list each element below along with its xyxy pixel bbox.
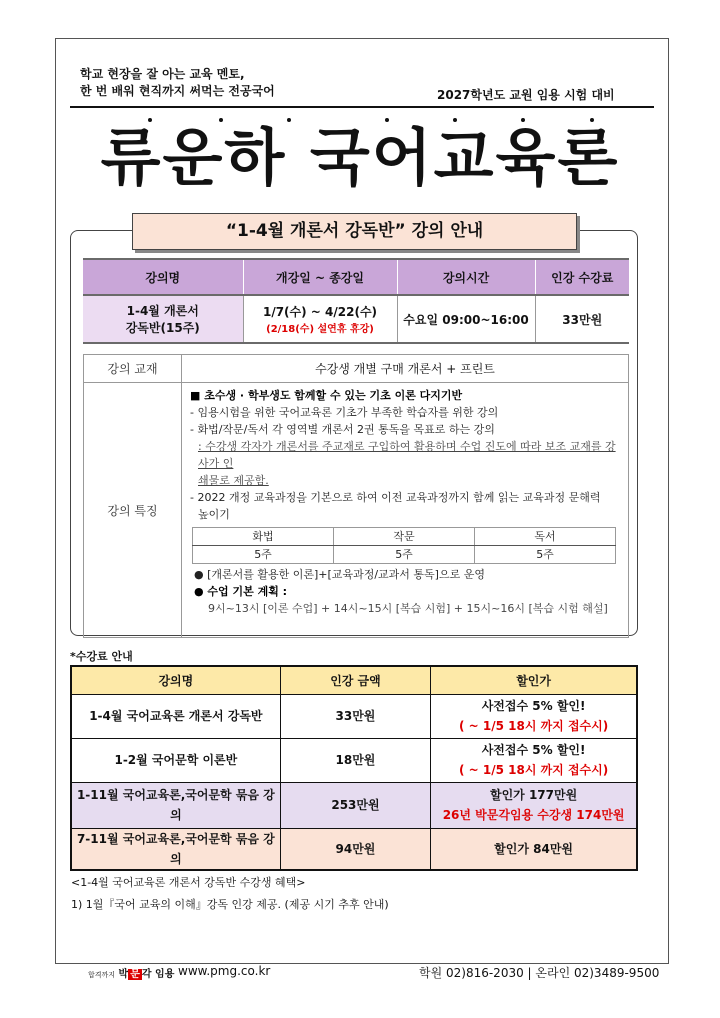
- main-title: 류운하 국어교육론: [100, 121, 620, 194]
- plan-title: ● 수업 기본 계획 :: [194, 585, 288, 598]
- schedule-header-speech: 화법: [193, 528, 334, 546]
- schedule-header-writing: 작문: [334, 528, 475, 546]
- schedule-value-reading: 5주: [475, 546, 616, 564]
- course-detail-table: [83, 354, 629, 638]
- fee-header-name: 강의명: [71, 666, 280, 694]
- benefit-item: 1) 1월『국어 교육의 이해』강독 인강 제공. (제공 시기 추후 안내): [71, 898, 389, 911]
- period-cell: [243, 295, 397, 343]
- course-name-cell: [83, 295, 243, 343]
- benefits-title: <1-4월 국어교육론 개론서 강독반 수강생 혜택>: [71, 876, 306, 889]
- plan-detail: 9시~13시 [이론 수업] + 14시~15시 [복습 시험] + 15시~16시 [복습 시험 해설]: [208, 602, 608, 615]
- discount-condition: 26년 박문각임용 수강생 174만원: [442, 808, 625, 822]
- feature-note: 쇄물로 제공함.: [198, 474, 269, 487]
- fee-discount: [431, 694, 637, 738]
- col-header-course-name: 강의명: [83, 259, 243, 295]
- course-banner: “1-4월 개론서 강독반” 강의 안내: [132, 213, 577, 250]
- discount-line: 할인가 177만원: [490, 788, 578, 802]
- logo-suffix: 임용: [155, 969, 175, 980]
- fee-table: [70, 665, 638, 871]
- feature-item-continued: 높이기: [198, 508, 230, 521]
- schedule-header-reading: 독서: [475, 528, 616, 546]
- fee-price: 18만원: [280, 738, 430, 782]
- fee-course-name: 7-11월 국어교육론,국어문학 묶음 강의: [71, 828, 280, 870]
- table-row: [71, 782, 637, 828]
- col-header-period: 개강일 ~ 종강일: [243, 259, 397, 295]
- brand-logo: [88, 965, 174, 980]
- discount-condition: ( ~ 1/5 18시 까지 접수시): [458, 763, 609, 777]
- exam-tag: 2027학년도 교원 임용 시험 대비: [437, 88, 615, 102]
- textbook-label: 강의 교재: [84, 355, 182, 383]
- fee-price: 94만원: [280, 828, 430, 870]
- operation-note: ● [개론서를 활용한 이론]+[교육과정/교과서 통독]으로 운영: [194, 568, 485, 581]
- feature-item: - 화법/작문/독서 각 영역별 개론서 2권 통독을 목표로 하는 강의: [190, 423, 495, 436]
- schedule-value-speech: 5주: [193, 546, 334, 564]
- course-fee: 33만원: [535, 295, 629, 343]
- course-period: 1/7(수) ~ 4/22(수): [262, 305, 378, 319]
- website-link[interactable]: www.pmg.co.kr: [178, 964, 271, 978]
- course-name-line-1: 1-4월 개론서: [126, 304, 199, 318]
- schedule-table: [192, 527, 616, 564]
- fee-header-price: 인강 금액: [280, 666, 430, 694]
- schedule-value-writing: 5주: [334, 546, 475, 564]
- contact-info: 학원 02)816-2030 | 온라인 02)3489-9500: [419, 966, 660, 980]
- table-row: [71, 694, 637, 738]
- fee-caption: *수강료 안내: [70, 650, 133, 663]
- col-header-fee: 인강 수강료: [535, 259, 629, 295]
- holiday-note: (2/18(수) 설연휴 휴강): [266, 324, 374, 335]
- features-cell: [182, 383, 629, 638]
- fee-price: 33만원: [280, 694, 430, 738]
- logo-brand-c: 각: [141, 969, 152, 980]
- fee-discount: 할인가 84만원: [431, 828, 637, 870]
- logo-brand-a: 박: [118, 969, 129, 980]
- course-info-table: [83, 258, 629, 344]
- fee-discount: [431, 782, 637, 828]
- fee-course-name: 1-4월 국어교육론 개론서 강독반: [71, 694, 280, 738]
- slogan: [80, 66, 275, 100]
- table-row: [71, 738, 637, 782]
- course-time: 수요일 09:00~16:00: [397, 295, 535, 343]
- slogan-line-1: 학교 현장을 잘 아는 교육 멘토,: [80, 67, 245, 81]
- col-header-time: 강의시간: [397, 259, 535, 295]
- textbook-value: 수강생 개별 구매 개론서 + 프린트: [182, 355, 629, 383]
- discount-line: 사전접수 5% 할인!: [481, 743, 586, 757]
- fee-course-name: 1-11월 국어교육론,국어문학 묶음 강의: [71, 782, 280, 828]
- logo-prefix: 합격까지: [88, 971, 116, 979]
- course-name-line-2: 강독반(15주): [125, 321, 200, 335]
- slogan-line-2: 한 번 배워 현직까지 써먹는 전공국어: [80, 84, 275, 98]
- discount-line: 사전접수 5% 할인!: [481, 699, 586, 713]
- fee-price: 253만원: [280, 782, 430, 828]
- feature-item: - 2022 개정 교육과정을 기본으로 하여 이전 교육과정까지 함께 읽는 교육과정 문해력: [190, 491, 601, 504]
- features-label: 강의 특징: [84, 383, 182, 638]
- table-row: [71, 828, 637, 870]
- fee-course-name: 1-2월 국어문학 이론반: [71, 738, 280, 782]
- discount-condition: ( ~ 1/5 18시 까지 접수시): [458, 719, 609, 733]
- fee-header-discount: 할인가: [431, 666, 637, 694]
- feature-item: - 임용시험을 위한 국어교육론 기초가 부족한 학습자를 위한 강의: [190, 406, 499, 419]
- logo-brand-b: 문: [130, 969, 140, 980]
- feature-note: : 수강생 각자가 개론서를 주교재로 구입하여 활용하며 수업 진도에 따라 보조 교재를 강사가 인: [198, 440, 616, 470]
- fee-discount: [431, 738, 637, 782]
- feature-headline: ■ 초수생 · 학부생도 함께할 수 있는 기초 이론 다지기반: [190, 389, 463, 402]
